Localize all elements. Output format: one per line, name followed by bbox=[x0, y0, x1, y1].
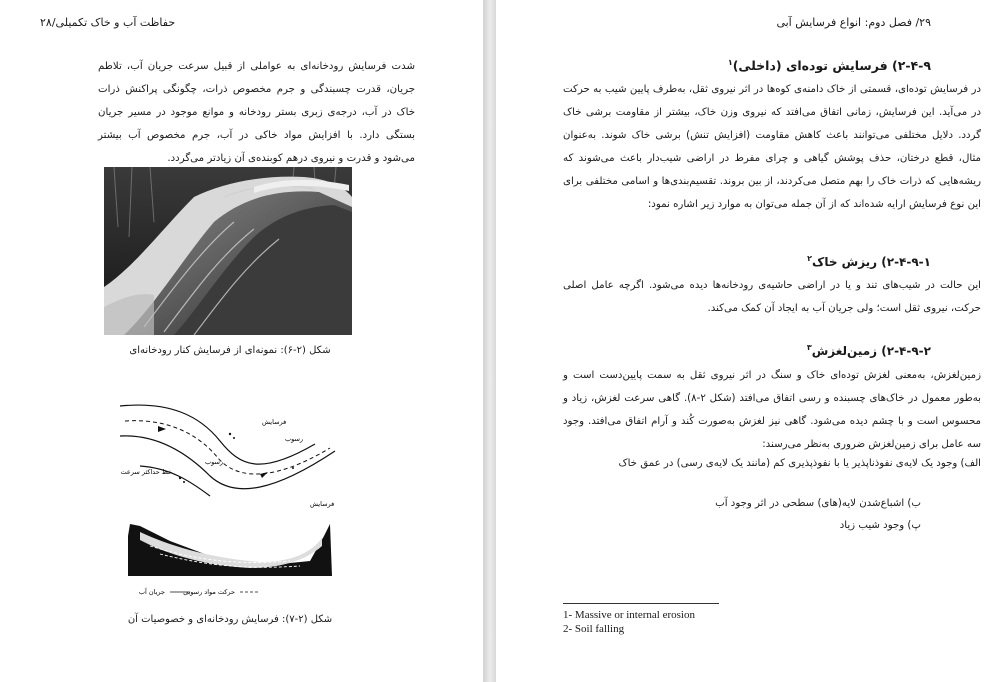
diagram-label-erosion-top: فرسایش bbox=[262, 418, 287, 426]
diagram-legend-flow: جریان آب bbox=[138, 588, 165, 596]
diagram-label-erosion-bottom: فرسایش bbox=[310, 500, 335, 508]
section-heading-landslide: ۲-۴-۹-۲) زمین‌لغزش$^۳$ bbox=[806, 343, 931, 358]
list-item-c: پ) وجود شیب زیاد bbox=[839, 520, 921, 531]
river-erosion-diagram bbox=[110, 396, 348, 601]
right-page-header: ۲۹/ فصل دوم: انواع فرسایش آبی bbox=[776, 16, 931, 29]
left-paragraph: شدت فرسایش رودخانه‌ای به عواملی از قبیل سرعت جریان آب، تلاطم جریان، قدرت چسبندگی و جرم مخصوص ذرات، چگونگی پراکنش ذرات خاک در آب، درجه‌ی زبری بستر رودخانه و موانع موجود در مسیر جریان بستگی دارد. با افزایش مواد خاکی در آب، جرم مخصوص آب بیشتر می‌شود و قدرت و نیروی درهم کوبنده‌ی آن زیادتر می‌گردد. bbox=[98, 61, 415, 164]
riverbank-erosion-photo bbox=[104, 167, 352, 335]
diagram-label-deposit-mid: رسوب bbox=[205, 458, 224, 466]
list-item-b: ب) اشباع‌شدن لایه(های) سطحی در اثر وجود آب bbox=[715, 498, 921, 509]
footnote-divider bbox=[563, 603, 719, 604]
list-item-a: الف) وجود یک لایه‌ی نفوذناپذیر یا با نفوذپذیری کم (مانند یک لایه‌ی رسی) در عمق خاک bbox=[618, 458, 981, 469]
right-page bbox=[496, 0, 991, 682]
diagram-label-max-velocity: خط حداکثر سرعت bbox=[120, 468, 172, 476]
figure-7-caption: شکل (۲-۷): فرسایش رودخانه‌ای و خصوصیات آن bbox=[127, 614, 333, 625]
soil-falling-paragraph: این حالت در شیب‌های تند و یا در اراضی حاشیه‌ی رودخانه‌ها دیده می‌شود. اگرچه عامل اصلی حرکت، نیروی ثقل است؛ ولی جریان آب به ایجاد آن کمک می‌کند. bbox=[563, 280, 981, 314]
section-heading-mass-erosion: ۲-۴-۹) فرسایش توده‌ای (داخلی)$^۱$ bbox=[727, 58, 931, 74]
figure-6-caption: شکل (۲-۶): نمونه‌ای از فرسایش کنار رودخانه‌ای bbox=[129, 345, 331, 356]
footnote-2: 2- Soil falling bbox=[563, 623, 625, 635]
landslide-paragraph: زمین‌لغزش، به‌معنی لغزش توده‌ای خاک و سنگ در اثر نیروی ثقل به سمت پایین‌دست است و به‌طور معمول در خاک‌های چسبنده و رسی اتفاق می‌افتد (شکل ۲-۸). گاهی سرعت لغزش، زیاد و محسوس است و با چشم دیده می‌شود. گاهی نیز لغزش به‌صورت کُند و آرام اتفاق می‌افتد. وجود سه عامل برای زمین‌لغزش ضروری به‌نظر می‌رسند: bbox=[563, 370, 981, 450]
section-heading-soil-falling: ۲-۴-۹-۱) ریزش خاک$^۲$ bbox=[807, 254, 931, 269]
diagram-legend-sediment: حرکت مواد رسوبی bbox=[183, 588, 235, 596]
book-gutter bbox=[483, 0, 496, 682]
mass-erosion-paragraph: در فرسایش توده‌ای، قسمتی از خاک دامنه‌ی کوه‌ها در اثر نیروی ثقل، به‌طرف پایین شیب به حرکت در می‌آید. این فرسایش، زمانی اتفاق می‌افتد که نیروی وزن خاک، بیشتر از مقاومت برشی خاک گردد. دلایل مختلفی می‌توانند باعث کاهش مقاومت (افزایش تنش) برشی خاک شوند. به‌عنوان مثال، قطع درختان، حذف پوشش گیاهی و چرای مفرط در اراضی شیب‌دار باعث می‌شوند که ریشه‌هایی که ذرات خاک را بهم متصل می‌کردند، از بین بروند. تقسیم‌بندی‌ها و اسامی مختلفی برای این نوع فرسایش ارایه شده‌اند که از آن جمله می‌توان به موارد زیر اشاره نمود: bbox=[563, 84, 981, 210]
left-page-header: حفاظت آب و خاک تکمیلی/۲۸ bbox=[40, 16, 176, 29]
footnote-1: 1- Massive or internal erosion bbox=[563, 609, 695, 621]
left-page bbox=[0, 0, 483, 682]
diagram-label-deposit-right: رسوب bbox=[285, 435, 304, 443]
